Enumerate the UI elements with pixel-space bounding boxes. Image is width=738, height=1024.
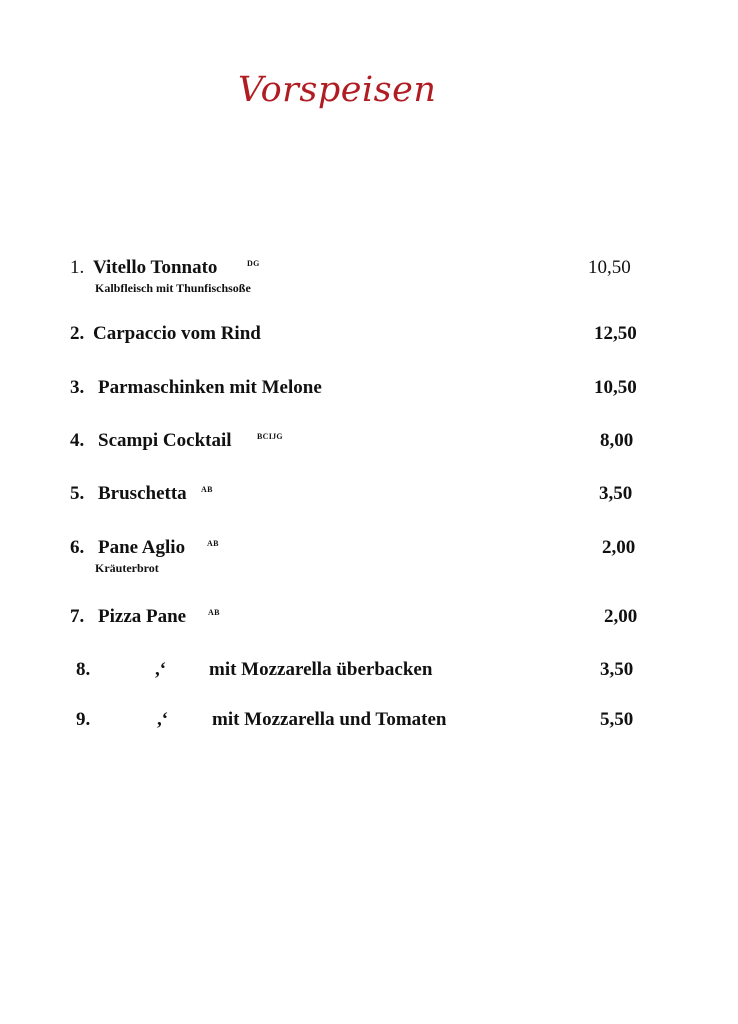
page-title: Vorspeisen [238,70,437,110]
allergen-codes: AB [207,539,219,548]
item-name: Pane Aglio [98,537,186,558]
menu-item [0,659,738,699]
menu-item [0,483,738,523]
item-price: 8,00 [600,430,634,451]
item-name: Pizza Pane [98,606,187,627]
item-name: mit Mozzarella und Tomaten [212,709,447,730]
item-price: 5,50 [600,709,634,730]
menu-item [0,257,738,297]
ditto-mark: ,‘ [157,709,169,730]
menu-item [0,606,738,646]
item-number: 8. [76,659,91,680]
menu-item [0,537,738,577]
menu-item [0,323,738,363]
menu-item [0,430,738,470]
item-price: 3,50 [600,659,634,680]
item-price: 2,00 [604,606,638,627]
ditto-mark: ,‘ [155,659,167,680]
item-number: 5. [70,483,85,504]
item-number: 9. [76,709,91,730]
menu-item [0,709,738,749]
allergen-codes: BCIJG [257,432,283,441]
item-description: Kräuterbrot [95,561,159,575]
item-number: 4. [70,430,85,451]
item-name: Vitello Tonnato [93,257,218,278]
item-number: 3. [70,377,85,398]
item-name: Scampi Cocktail [98,430,232,451]
item-price: 3,50 [599,483,633,504]
item-number: 1. [70,257,85,278]
item-name: Parmaschinken mit Melone [98,377,322,398]
menu-item [0,377,738,417]
item-price: 10,50 [594,377,637,398]
allergen-codes: AB [208,608,220,617]
item-number: 2. [70,323,85,344]
allergen-codes: AB [201,485,213,494]
item-name: Bruschetta [98,483,187,504]
item-price: 10,50 [588,257,631,278]
item-number: 6. [70,537,85,558]
item-number: 7. [70,606,85,627]
item-name: mit Mozzarella überbacken [209,659,433,680]
item-description: Kalbfleisch mit Thunfischsoße [95,281,251,295]
item-name: Carpaccio vom Rind [93,323,261,344]
item-price: 2,00 [602,537,636,558]
item-price: 12,50 [594,323,637,344]
allergen-codes: DG [247,259,260,268]
